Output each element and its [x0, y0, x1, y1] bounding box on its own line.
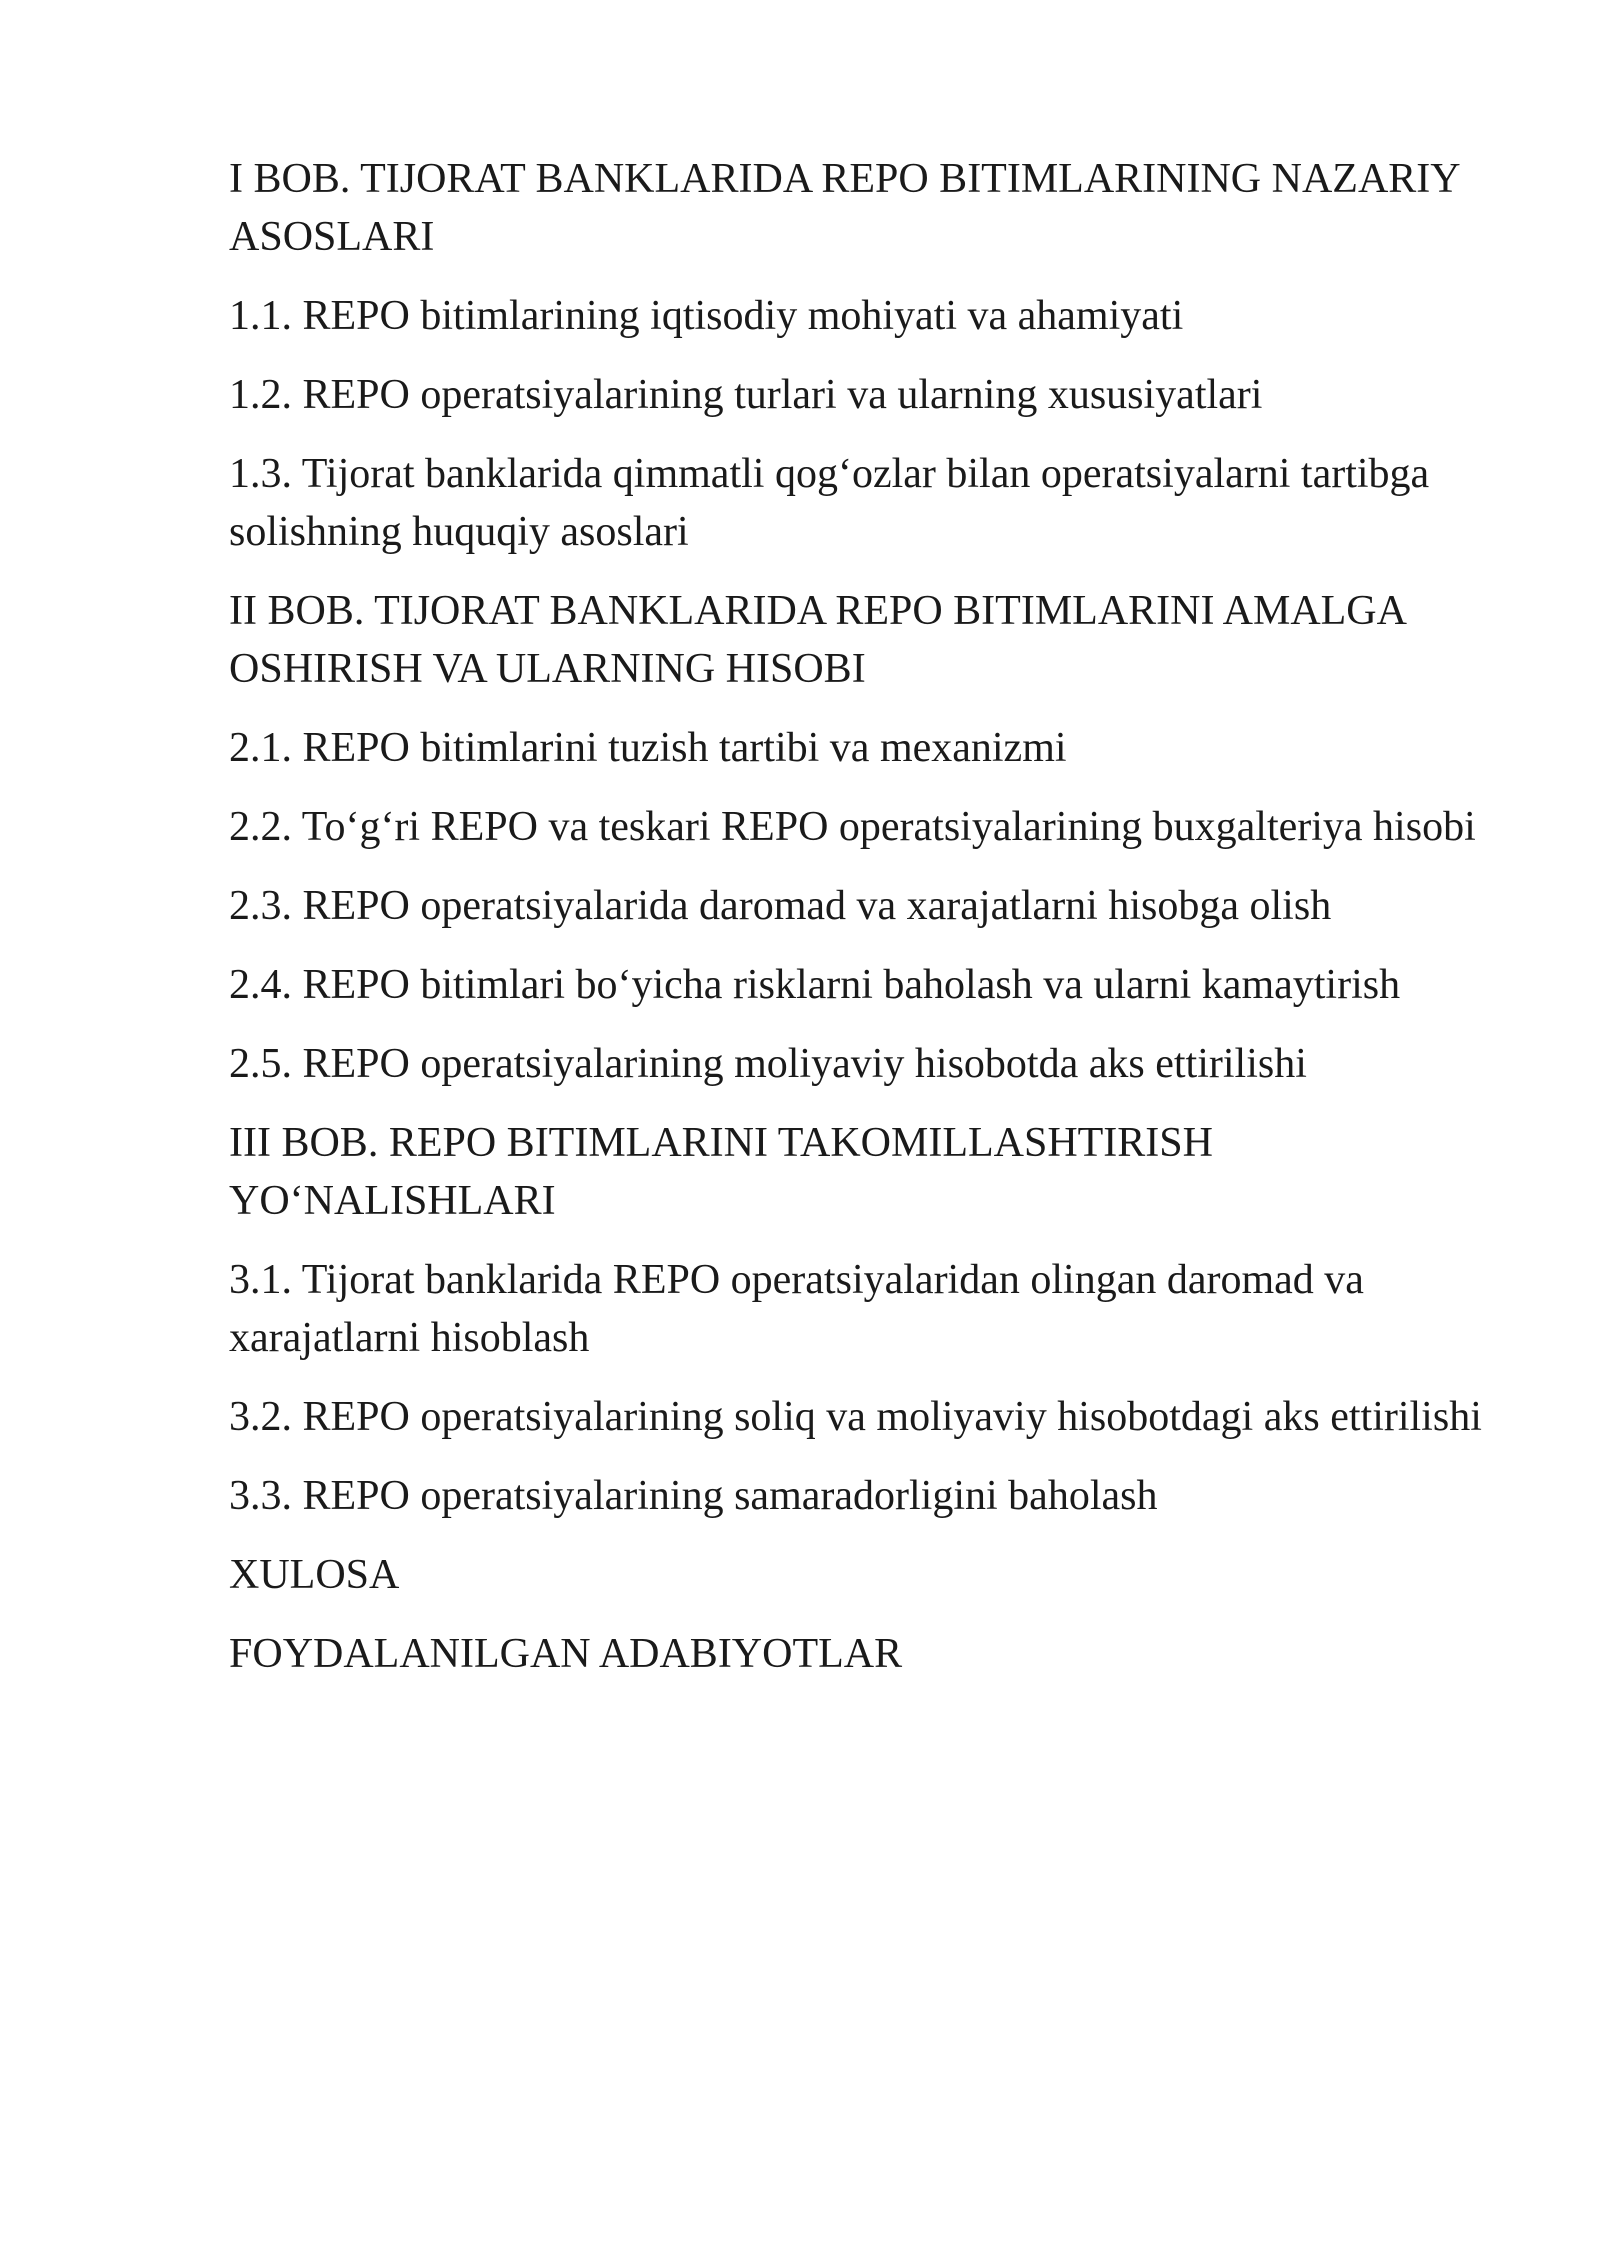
table-of-contents: [229, 150, 1489, 1704]
toc-chapter-3: III BOB. REPO BITIMLARINI TAKOMILLASHTIRISH YO‘NALISHLARI: [229, 1120, 1213, 1224]
toc-section-2-3: 2.3. REPO operatsiyalarida daromad va xarajatlarni hisobga olish: [229, 883, 1332, 929]
toc-section-3-2: 3.2. REPO operatsiyalarining soliq va moliyaviy hisobotdagi aks ettirilishi: [229, 1394, 1482, 1440]
toc-section-2-2: 2.2. To‘g‘ri REPO va teskari REPO operatsiyalarining buxgalteriya hisobi: [229, 804, 1476, 850]
toc-section-1-3: 1.3. Tijorat banklarida qimmatli qog‘ozlar bilan operatsiyalarni tartibga solishning huquqiy asoslari: [229, 451, 1430, 555]
toc-section-1-1: 1.1. REPO bitimlarining iqtisodiy mohiyati va ahamiyati: [229, 293, 1184, 339]
toc-conclusion: XULOSA: [229, 1552, 400, 1598]
toc-section-3-3: 3.3. REPO operatsiyalarining samaradorligini baholash: [229, 1473, 1158, 1519]
toc-section-2-5: 2.5. REPO operatsiyalarining moliyaviy hisobotda aks ettirilishi: [229, 1041, 1307, 1087]
toc-section-2-1: 2.1. REPO bitimlarini tuzish tartibi va mexanizmi: [229, 725, 1067, 771]
toc-section-2-4: 2.4. REPO bitimlari bo‘yicha risklarni baholash va ularni kamaytirish: [229, 962, 1401, 1008]
toc-section-3-1: 3.1. Tijorat banklarida REPO operatsiyalaridan olingan daromad va xarajatlarni hisoblash: [229, 1257, 1364, 1361]
toc-references: FOYDALANILGAN ADABIYOTLAR: [229, 1631, 903, 1677]
toc-chapter-2: II BOB. TIJORAT BANKLARIDA REPO BITIMLARINI AMALGA OSHIRISH VA ULARNING HISOBI: [229, 588, 1405, 692]
toc-section-1-2: 1.2. REPO operatsiyalarining turlari va ularning xususiyatlari: [229, 372, 1263, 418]
toc-chapter-1: I BOB. TIJORAT BANKLARIDA REPO BITIMLARINING NAZARIY ASOSLARI: [229, 156, 1460, 260]
